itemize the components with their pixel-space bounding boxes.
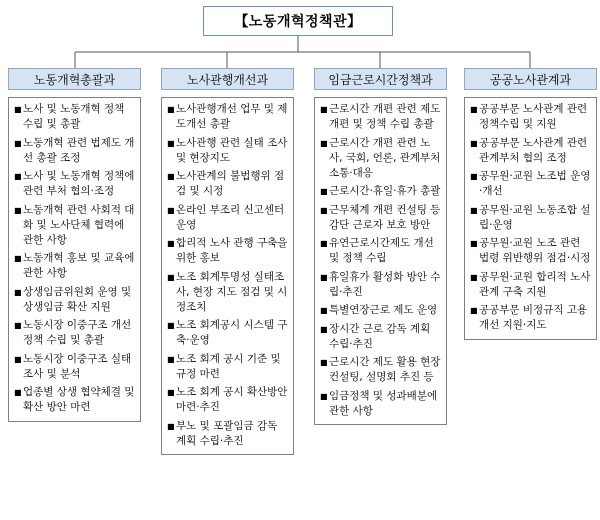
bullet-square-icon: ■ [320,187,328,196]
column-wage-working-hours-policy [314,68,447,425]
bullet-square-icon: ■ [470,138,478,148]
list-item-text: 공무원·교원 합리적 노사관계 구축 지원 [479,270,591,298]
list-item [320,303,443,318]
list-item [167,169,290,199]
list-item [14,102,137,132]
list-item [470,270,593,300]
list-item [320,184,443,199]
bullet-square-icon: ■ [14,138,22,148]
top-node-title: 【노동개혁정책관】 [203,6,393,36]
list-item-text: 노조 회계공시 시스템 구축·운영 [176,319,288,346]
list-item-text: 노동시장 이중구조 실태 조사 및 분석 [23,352,132,380]
bullet-square-icon: ■ [167,105,175,114]
bullet-square-icon: ■ [14,321,22,330]
list-item-text: 근로시간 개편 관련 제도개편 및 정책 수립 총괄 [329,103,441,130]
list-item-text: 근로시간 개편 관련 노사, 국회, 언론, 관계부처 소통·대응 [329,136,441,179]
list-item [470,303,593,333]
list-item [320,322,443,352]
list-item-text: 노조 회계 공시 확산방안 마련·추진 [176,386,288,413]
list-item [320,136,443,181]
bullet-square-icon: ■ [470,239,478,248]
list-item [320,389,443,419]
list-item-text: 노동개혁 관련 법제도 개선 총괄 조정 [23,136,135,164]
list-item [167,136,290,166]
list-item-text: 업종별 상생 협약체결 및 확산 방안 마련 [23,386,135,413]
list-item [14,251,137,281]
bullet-square-icon: ■ [14,172,22,181]
list-item-text: 공공부문 비정규직 고용개선 지원·지도 [479,304,588,331]
list-item-text: 근로시간·휴일·휴가 총괄 [329,185,441,197]
bullet-square-icon: ■ [167,205,175,215]
bullet-square-icon: ■ [470,105,478,114]
bullet-square-icon: ■ [14,388,22,397]
list-item-text: 공공부문 노사관계 관련 정책수립 및 지원 [479,103,588,130]
column-body [464,97,597,340]
bullet-square-icon: ■ [470,172,478,181]
bullet-square-icon: ■ [14,105,22,114]
list-item-text: 노사관계의 불법행위 점검 및 시정 [176,170,285,197]
list-item [470,203,593,233]
list-item-text: 노동개혁 관련 사회적 대화 및 노사단체 협력에 관한 사항 [23,203,135,246]
list-item [470,236,593,266]
bullet-square-icon: ■ [167,138,175,148]
column-title: 공공노사관계과 [464,68,597,90]
column-body [8,97,141,422]
list-item-text: 특별연장근로 제도 운영 [329,304,438,316]
bullet-square-icon: ■ [14,254,22,263]
list-item-text: 노동시장 이중구조 개선 정책 수립 및 총괄 [23,319,132,346]
list-item [14,352,137,382]
bullet-square-icon: ■ [167,321,175,330]
bullet-square-icon: ■ [167,388,175,397]
list-item [14,285,137,315]
list-item [14,385,137,415]
list-item-text: 근무체계 개편 컨설팅 등 감단 근로자 보호 방안 [329,203,441,231]
list-item-text: 노사 및 노동개혁 정책 수립 및 총괄 [23,103,125,130]
list-item-text: 노사관행 관련 실태 조사 및 현장지도 [176,136,288,164]
bullet-square-icon: ■ [320,391,328,401]
list-item [167,203,290,233]
list-item [470,136,593,166]
bullet-square-icon: ■ [320,306,328,315]
column-title: 노동개혁총괄과 [8,68,141,90]
bullet-square-icon: ■ [167,421,175,431]
list-item-text: 공공부문 노사관계 관련 관계부처 협의 조정 [479,136,588,164]
list-item-text: 노조 회계 공시 기준 및 규정 마련 [176,352,281,380]
column-body [161,97,294,455]
column-body [314,97,447,425]
bullet-square-icon: ■ [320,358,328,367]
list-item-text: 노사 및 노동개혁 정책에 관련 부처 협의·조정 [23,170,135,197]
bullet-square-icon: ■ [14,287,22,297]
list-item-text: 온라인 부조리 신고센터 운영 [176,203,285,231]
list-item-text: 근로시간 제도 활용 현장 컨설팅, 설명회 추진 등 [329,356,441,383]
list-item-text: 노사관행개선 업무 및 제도개선 총괄 [176,103,288,130]
list-item-text: 합리적 노사 관행 구축을 위한 홍보 [176,237,288,264]
bullet-square-icon: ■ [167,239,175,248]
column-labor-practice-improvement [161,68,294,455]
list-item [470,102,593,132]
list-item [14,318,137,348]
bullet-square-icon: ■ [320,205,328,215]
list-item [167,270,290,315]
list-item-text: 상생임금위원회 운영 및 상생임금 확산 지원 [23,285,132,313]
list-item [320,355,443,385]
list-item [167,318,290,348]
bullet-square-icon: ■ [320,324,328,334]
list-item-text: 부노 및 포괄임금 감독 계획 수립·추진 [176,419,278,447]
bullet-square-icon: ■ [14,354,22,364]
list-item [167,102,290,132]
column-labor-reform-general [8,68,141,422]
bullet-square-icon: ■ [167,354,175,364]
bullet-square-icon: ■ [14,205,22,215]
bullet-square-icon: ■ [320,239,328,248]
bullet-square-icon: ■ [470,205,478,215]
bullet-square-icon: ■ [320,272,328,282]
list-item [320,102,443,132]
list-item [14,136,137,166]
bullet-square-icon: ■ [470,306,478,315]
list-item-text: 노조 회계투명성 실태조사, 현장 지도 점검 및 시정조치 [176,270,288,313]
list-item [14,203,137,248]
list-item [167,236,290,266]
list-item-text: 휴일휴가 활성화 방안 수립·추진 [329,270,441,298]
list-item [167,352,290,382]
list-item-text: 노동개혁 홍보 및 교육에 관한 사항 [23,252,135,279]
bullet-square-icon: ■ [167,272,175,282]
column-public-labor-relations [464,68,597,340]
bullet-square-icon: ■ [470,272,478,282]
column-title: 임금근로시간정책과 [314,68,447,90]
list-item [470,169,593,199]
list-item [167,385,290,415]
list-item-text: 공무원·교원 노조법 운영·개선 [479,170,591,197]
list-item [14,169,137,199]
list-item-text: 유연근로시간제도 개선 및 정책 수립 [329,237,434,264]
bullet-square-icon: ■ [167,172,175,181]
column-title: 노사관행개선과 [161,68,294,90]
list-item-text: 공무원·교원 노동조합 설립·운영 [479,203,591,231]
list-item [320,270,443,300]
list-item [320,236,443,266]
list-item-text: 공무원·교원 노조 관련 법령 위반행위 점검·시정 [479,237,591,264]
list-item [320,203,443,233]
list-item [167,419,290,449]
bullet-square-icon: ■ [320,138,328,148]
bullet-square-icon: ■ [320,105,328,114]
list-item-text: 임금정책 및 성과배분에 관한 사항 [329,389,438,417]
list-item-text: 장시간 근로 감독 계획 수립·추진 [329,322,431,350]
